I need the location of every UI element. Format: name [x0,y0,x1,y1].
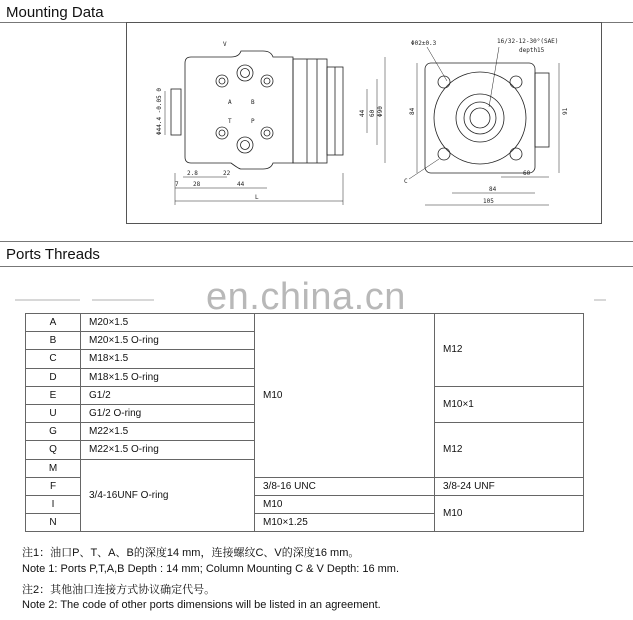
port-code: I [26,495,81,513]
dim-length: L [255,194,259,201]
column-thread-main: M10 [255,314,435,478]
mount-thread-mid: M10×1 [435,386,584,422]
port-thread: M22×1.5 O-ring [81,441,255,459]
mount-thread-in: M10 [435,495,584,531]
column-thread-n: M10×1.25 [255,514,435,532]
dim-60-horizontal: 60 [523,170,531,177]
mounting-data-title: Mounting Data [6,4,104,21]
dim-22: 22 [223,170,231,177]
port-thread: G1/2 [81,386,255,404]
watermark-rule [594,299,606,301]
column-thread-unc: 3/8-16 UNC [255,477,435,495]
dim-84-horizontal: 84 [489,186,497,193]
watermark-rule [92,299,154,301]
port-thread: M22×1.5 [81,423,255,441]
port-code: E [26,386,81,404]
port-code: D [26,368,81,386]
label-p: P [251,118,255,125]
label-c: C [404,178,408,185]
mounting-drawing [126,22,602,224]
mount-thread-low: M12 [435,423,584,478]
dim-28: 28 [193,181,201,188]
ports-table [25,313,584,532]
dim-depth: depth15 [519,47,545,54]
dim-84-vertical: 84 [409,107,416,115]
dim-shaft-diameter: Φ44.4 -0.05 0 [156,88,163,135]
watermark-rule [15,299,80,301]
dim-90-vertical: Φ90 [377,106,384,117]
watermark: en.china.cn [206,276,406,318]
section-divider [0,266,633,267]
table-row [26,314,584,332]
port-code: U [26,404,81,422]
note-2-english: Note 2: The code of other ports dimensions will be listed in an agreement. [22,599,381,611]
port-code: Q [26,441,81,459]
port-thread: M20×1.5 [81,314,255,332]
label-t: T [228,118,232,125]
port-thread: G1/2 O-ring [81,404,255,422]
note-1-chinese: 注1：油口P、T、A、B的深度14 mm，连接螺纹C、V的深度16 mm。 [22,547,360,559]
front-view-drawing [409,47,559,205]
mount-thread-unf: 3/8-24 UNF [435,477,584,495]
ports-threads-title: Ports Threads [6,246,100,263]
dim-60-vertical: 60 [369,109,376,117]
dim-2-8: 2.8 [187,170,198,177]
dim-44-vertical: 44 [359,109,366,117]
dim-hole-diameter: Φ02±0.3 [411,40,437,47]
port-code: A [26,314,81,332]
dim-spline: 16/32-12-30°(SAE) [497,38,559,45]
dim-91-vertical: 91 [562,107,569,115]
port-code: M [26,459,81,477]
label-v: V [223,41,227,48]
port-code: B [26,332,81,350]
column-thread-i: M10 [255,495,435,513]
mount-thread-top: M12 [435,314,584,387]
port-thread: M20×1.5 O-ring [81,332,255,350]
port-code: G [26,423,81,441]
port-code: F [26,477,81,495]
port-code: N [26,514,81,532]
unf-thread: 3/4-16UNF O-ring [81,459,255,532]
note-2-chinese: 注2：其他油口连接方式协议确定代号。 [22,584,216,596]
dim-105: 105 [483,198,494,205]
port-code: C [26,350,81,368]
dim-7: 7 [175,181,179,188]
port-thread: M18×1.5 O-ring [81,368,255,386]
label-b: B [251,99,255,106]
label-a: A [228,99,232,106]
dim-44-horizontal: 44 [237,181,245,188]
note-1-english: Note 1: Ports P,T,A,B Depth : 14 mm; Column Mounting C & V Depth: 16 mm. [22,563,400,575]
section-divider [0,241,633,242]
port-thread: M18×1.5 [81,350,255,368]
